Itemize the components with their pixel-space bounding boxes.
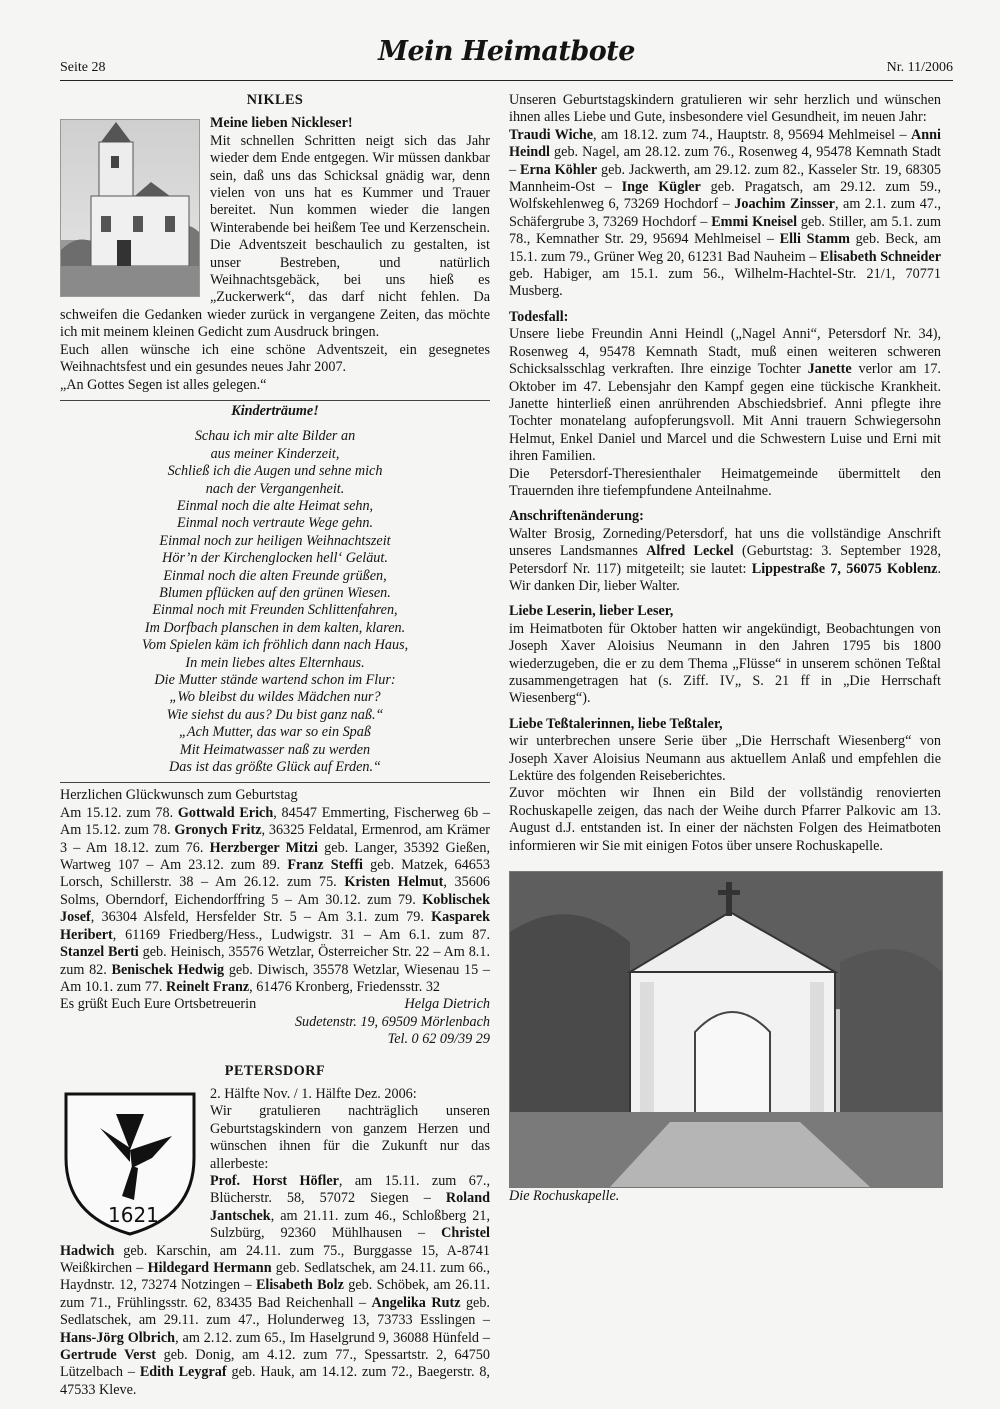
- entry-text: , am 15.11. zum 67., Blücherstr. 58, 57072 Siegen –: [210, 1172, 491, 1207]
- chapel-text: Zuvor möchten wir Ihnen ein Bild der vollständig renovierten Rochuskapelle zeigen, das nach der Weihe durch Pfarrer Palkovic am 13. August d.J. entstanden ist. In einer der nächsten Folgen des Heimatboten informieren wir Sie mit einigen Fotos über unsere Rochuskapelle.: [509, 785, 941, 854]
- nikles-intro: Mit schnellen Schritten neigt sich das Jahr wieder dem Ende entgegen. Wir müssen dankbar sein, daß uns das Schicksal gnädig war, denn vielen von uns hat es Kummer und Trauer bereitet. Nun kommen wieder die langen Winterabende bei heißem Tee und Kerzenschein. Die Adventszeit beschaulich zu gestalten, ist unser Bestreben, und natürlich Weihnachtsgebäck, bei uns hieß es „Zuckerwerk“, das darf nicht fehlen. Da schweifen die Gedanken wieder zurück in vergangene Zeiten, das möchte ich mit meinem kleinen Gedicht zum Ausdruck bringen.: [60, 132, 490, 341]
- petersdorf-period: 2. Hälfte Nov. / 1. Hälfte Dez. 2006:: [210, 1085, 417, 1102]
- person-name: Elisabeth Bolz: [255, 1277, 344, 1294]
- person-name: Anni Heindl: [509, 126, 941, 161]
- poem-line: „Ach Mutter, das war so ein Spaß: [179, 724, 371, 741]
- sign-off-text: Es grüßt Euch Eure Ortsbetreuerin: [60, 996, 257, 1013]
- photo-caption: Die Rochuskapelle.: [509, 1188, 620, 1205]
- entry-text: verlor am 17. Oktober im 47. Lebensjahr den Kampf gegen eine tückische Krankheit. Janette hinterließ einen anrührenden Abschiedsbrief. Anni pflegte ihre Tochter monatelang aufopferungsvoll. Mit Anni trauern Schwiegersohn Helmut, Enkel Daniel und Marcel und die Schwestern Luise und Erni mit ihren Familien.: [509, 361, 941, 465]
- person-name: Franz Steffi: [287, 857, 363, 874]
- poem-line: Mit Heimatwasser naß zu werden: [179, 741, 371, 758]
- crest-year: 1621: [108, 1202, 159, 1227]
- signer-phone: Tel. 0 62 09/39 29: [387, 1031, 490, 1048]
- entry-text: geb. Karschin, am 24.11. zum 75., Burggasse 15, A-8741 Weißkirchen –: [60, 1242, 490, 1276]
- poem-line: Einmal noch zur heiligen Weihnachtszeit: [159, 532, 391, 549]
- entry-text: Walter Brosig, Zorneding/Petersdorf, hat uns die vollständige Anschrift unseres Landsmannes: [509, 525, 941, 560]
- entry-text: geb. Stiller, am 5.1. zum 78., Kemnather Str. 29, 95694 Mehlmeisel –: [509, 213, 942, 248]
- issue-number: Nr. 11/2006: [886, 60, 953, 75]
- person-name: Kristen Helmut: [344, 874, 444, 891]
- signer-name: Helga Dietrich: [404, 996, 490, 1013]
- entry-text: Am 15.12. zum 78.: [60, 804, 178, 821]
- person-name: Traudi Wiche: [509, 126, 594, 143]
- nikles-wishes: Euch allen wünsche ich eine schöne Adventszeit, ein gesegnetes Weihnachtsfest und ein gesundes neues Jahr 2007.: [60, 341, 490, 376]
- person-name: Gottwald Erich: [177, 804, 274, 821]
- person-name: Benischek Hedwig: [111, 961, 225, 978]
- petersdorf-congrats: Unseren Geburtstagskindern gratulieren wir sehr herzlich und wünschen ihnen alles Liebe und Gute, insbesondere viel Gesundheit, im neuen Jahr:: [509, 92, 941, 126]
- person-name: Gronych Fritz: [174, 822, 262, 839]
- person-name: Elli Stamm: [779, 231, 850, 248]
- entry-text: geb. Hauk, am 14.12. zum 72., Baegerstr. 8, 47533 Kleve.: [60, 1364, 490, 1398]
- nikles-greeting: Meine lieben Nickleser!: [210, 115, 353, 132]
- page-header: [60, 30, 953, 81]
- address-heading: Anschriftenänderung:: [509, 508, 644, 525]
- person-name: Prof. Horst Höfler: [210, 1172, 339, 1189]
- page-number: Seite 28: [60, 60, 106, 75]
- left-column: [60, 92, 490, 1399]
- readers-text: im Heimatboten für Oktober hatten wir angekündigt, Beobachtungen von Joseph Xaver Aloisius Neumann in den Jahren 1795 bis 1800 wiederzugeben, die er zu dem Thema „Flüsse“ in unserem schönen Teßtal zusammengetragen hat (s. Ziff. IV„ S. 21 ff in „Die Herrschaft Wiesenberg“).: [509, 620, 941, 707]
- entry-text: , am 2.12. zum 65., Im Haselgrund 9, 36088 Hünfeld –: [175, 1329, 490, 1346]
- person-name: Emmi Kneisel: [711, 213, 798, 230]
- person-name: Inge Kügler: [621, 179, 701, 196]
- person-name: Janette: [807, 361, 852, 378]
- entry-text: geb. Jackwerth, am 29.12. zum 82., Kasseler Str. 19, 68305 Mannheim-Ost –: [509, 161, 941, 196]
- poem-lines: [60, 428, 490, 776]
- poem-line: nach der Vergangenheit.: [205, 480, 345, 497]
- petersdorf-crest: [60, 1088, 200, 1238]
- poem-line: Hör’n der Kirchenglocken hell‘ Geläut.: [162, 550, 388, 567]
- death-text: [509, 326, 941, 465]
- person-name: Hans-Jörg Olbrich: [60, 1329, 176, 1346]
- person-name: Alfred Leckel: [646, 543, 734, 560]
- poem-line: In mein liebes altes Elternhaus.: [185, 654, 365, 671]
- section-title-nikles: NIKLES: [246, 92, 304, 108]
- entry-text: , 35606 Solms, Oberndorf, Eichendorffring 5 – Am 30.12. zum 79.: [60, 874, 491, 908]
- poem-line: Schließ ich die Augen und sehne mich: [167, 463, 383, 480]
- entry-text: , am 21.11. zum 46., Schloßberg 21, Sulzbürg, 92360 Mühlhausen –: [210, 1207, 490, 1242]
- person-name: Roland Jantschek: [210, 1190, 490, 1224]
- person-name: Kasparek Heribert: [60, 909, 490, 943]
- poem-line: Einmal noch mit Freunden Schlittenfahren,: [152, 602, 398, 619]
- person-name: Reinelt Franz: [166, 978, 250, 995]
- entry-text: geb. Habiger, am 15.1. zum 56., Wilhelm-Hachtel-Str. 21/1, 70771 Musberg.: [509, 266, 941, 300]
- nikles-blessing: „An Gottes Segen ist alles gelegen.“: [60, 376, 267, 393]
- poem-line: aus meiner Kinderzeit,: [210, 445, 340, 462]
- right-column: [509, 92, 941, 1205]
- tesstal-text: wir unterbrechen unsere Serie über „Die Herrschaft Wiesenberg“ von Joseph Xaver Aloisius Neumann aus aktuellem Anlaß und empfehlen die Lektüre des folgenden Reiseberichtes.: [509, 733, 941, 785]
- entry-text: . Wir danken Dir, lieber Walter.: [509, 560, 941, 594]
- poem-line: Schau ich mir alte Bilder an: [194, 428, 356, 445]
- entry-text: geb. Diwisch, 35578 Wetzlar, Wiesenau 15 – Am 10.1. zum 77.: [60, 961, 490, 995]
- entry-text: geb. Nagel, am 28.12. zum 76., Rosenweg 4, 95478 Kemnath Stadt –: [509, 144, 941, 178]
- poem-line: „Wo bleibst du wildes Mädchen nur?: [169, 689, 381, 706]
- entry-text: , 36304 Alsfeld, Hersfelder Str. 5 – Am 3.1. zum 79.: [90, 909, 432, 926]
- entry-text: (Geburtstag: 3. September 1928, Petersdorf Nr. 117) mitgeteilt; sie lautet:: [509, 543, 942, 577]
- poem-line: Vom Spielen käm ich fröhlich dann nach Haus,: [141, 637, 409, 654]
- person-name: Joachim Zinsser: [734, 196, 835, 213]
- entry-text: geb. Donig, am 4.12. zum 77., Spessartstr. 2, 64750 Lützelbach –: [60, 1347, 490, 1381]
- person-name: Stanzel Berti: [60, 944, 139, 961]
- poem-line: Einmal noch vertraute Wege gehn.: [176, 515, 374, 532]
- person-name: Lippestraße 7, 56075 Koblenz: [751, 560, 938, 577]
- birthday-intro: Herzlichen Glückwunsch zum Geburtstag: [60, 787, 298, 804]
- poem-line: Einmal noch die alten Freunde grüßen,: [163, 567, 387, 584]
- entry-text: geb. Sedlatschek, am 29.11. zum 47., Holunderweg 13, 73733 Esslingen –: [60, 1294, 490, 1329]
- death-heading: Todesfall:: [509, 308, 569, 325]
- person-name: Christel Hadwich: [60, 1225, 490, 1259]
- poem-title: Kinderträume!: [231, 402, 319, 419]
- sign-off: [60, 996, 490, 1013]
- chapel-photo: [509, 871, 943, 1188]
- entry-text: , 61476 Kronberg, Friedensstr. 32: [249, 978, 441, 995]
- entry-text: , am 2.1. zum 47., Schäfergrube 3, 73269 Hochdorf –: [509, 196, 941, 230]
- section-title-petersdorf: PETERSDORF: [224, 1062, 326, 1079]
- poem-line: Das ist das größte Glück auf Erden.“: [169, 759, 381, 776]
- signer-street: Sudetenstr. 19, 69509 Mörlenbach: [294, 1013, 490, 1030]
- entry-text: , 36325 Feldatal, Ermenrod, am Krämer 3 – Am 18.12. zum 76.: [60, 822, 490, 856]
- masthead: Mein Heimatbote: [378, 36, 635, 67]
- person-name: Koblischek Josef: [60, 891, 490, 926]
- person-name: Herzberger Mitzi: [209, 839, 318, 856]
- petersdorf-intro: Wir gratulieren nachträglich unseren Geburtstagskindern von ganzem Herzen und wünschen ihnen für die Zukunft nur das allerbeste:: [210, 1103, 490, 1172]
- person-name: Edith Leygraf: [139, 1364, 227, 1381]
- person-name: Gertrude Verst: [60, 1347, 156, 1364]
- nikles-birthday-list: [60, 805, 490, 996]
- readers-heading: Liebe Leserin, lieber Leser,: [509, 603, 674, 620]
- person-name: Erna Köhler: [519, 161, 598, 178]
- poem-line: Wie siehst du aus? Du bist ganz naß.“: [166, 706, 384, 723]
- entry-text: Unsere liebe Freundin Anni Heindl („Nagel Anni“, Petersdorf Nr. 34), Rosenweg 4, 95478 Kemnath Stadt, muß einen weiteren schweren Schicksalsschlag verkraften. Ihre einzige Tochter: [509, 326, 941, 378]
- petersdorf-birthday-list-2: [509, 127, 941, 301]
- tesstal-heading: Liebe Teßtalerinnen, liebe Teßtaler,: [509, 715, 723, 732]
- poem-line: Die Mutter stände wartend schon im Flur:: [154, 672, 396, 688]
- entry-text: , 84547 Emmerting, Fischerweg 6b – Am 15.12. zum 78.: [60, 804, 491, 839]
- poem-line: Blumen pflücken auf den grünen Wiesen.: [159, 584, 391, 601]
- entry-text: , am 18.12. zum 74., Hauptstr. 8, 95694 Mehlmeisel –: [593, 126, 912, 143]
- entry-text: geb. Schöbek, am 26.11. zum 71., Frühlingsstr. 62, 83435 Bad Reichenhall –: [60, 1277, 491, 1311]
- entry-text: , 61169 Friedberg/Hess., Ludwigstr. 31 – Am 6.1. zum 87.: [112, 926, 490, 943]
- poem-line: Einmal noch die alte Heimat sehn,: [176, 497, 374, 514]
- poem-line: Im Dorfbach planschen in dem kalten, klaren.: [144, 619, 406, 636]
- church-photo: [60, 119, 200, 297]
- entry-text: geb. Pragatsch, am 29.12. zum 59., Wolfskehlenweg 6, 73269 Hochdorf –: [509, 179, 941, 213]
- entry-text: geb. Langer, 35392 Gießen, Wartweg 107 – Am 23.12. zum 89.: [60, 839, 490, 874]
- entry-text: geb. Beck, am 15.1. zum 79., Grüner Weg 20, 61231 Bad Nauheim –: [509, 231, 941, 265]
- person-name: Elisabeth Schneider: [819, 248, 941, 265]
- entry-text: geb. Heinisch, 35576 Wetzlar, Österreicher Str. 22 – Am 8.1. zum 82.: [60, 944, 490, 978]
- poem-box: [60, 400, 490, 784]
- person-name: Angelika Rutz: [371, 1294, 461, 1311]
- person-name: Hildegard Hermann: [147, 1260, 272, 1276]
- address-text: [509, 526, 941, 596]
- entry-text: geb. Matzek, 64653 Lorsch, Schillerstr. 38 – Am 26.12. zum 75.: [60, 857, 490, 891]
- entry-text: geb. Sedlatschek, am 24.11. zum 66., Haydnstr. 12, 73274 Notzingen –: [60, 1260, 491, 1294]
- condolence-text: Die Petersdorf-Theresienthaler Heimatgemeinde übermittelt den Trauernden ihre tiefempfundene Anteilnahme.: [509, 465, 941, 499]
